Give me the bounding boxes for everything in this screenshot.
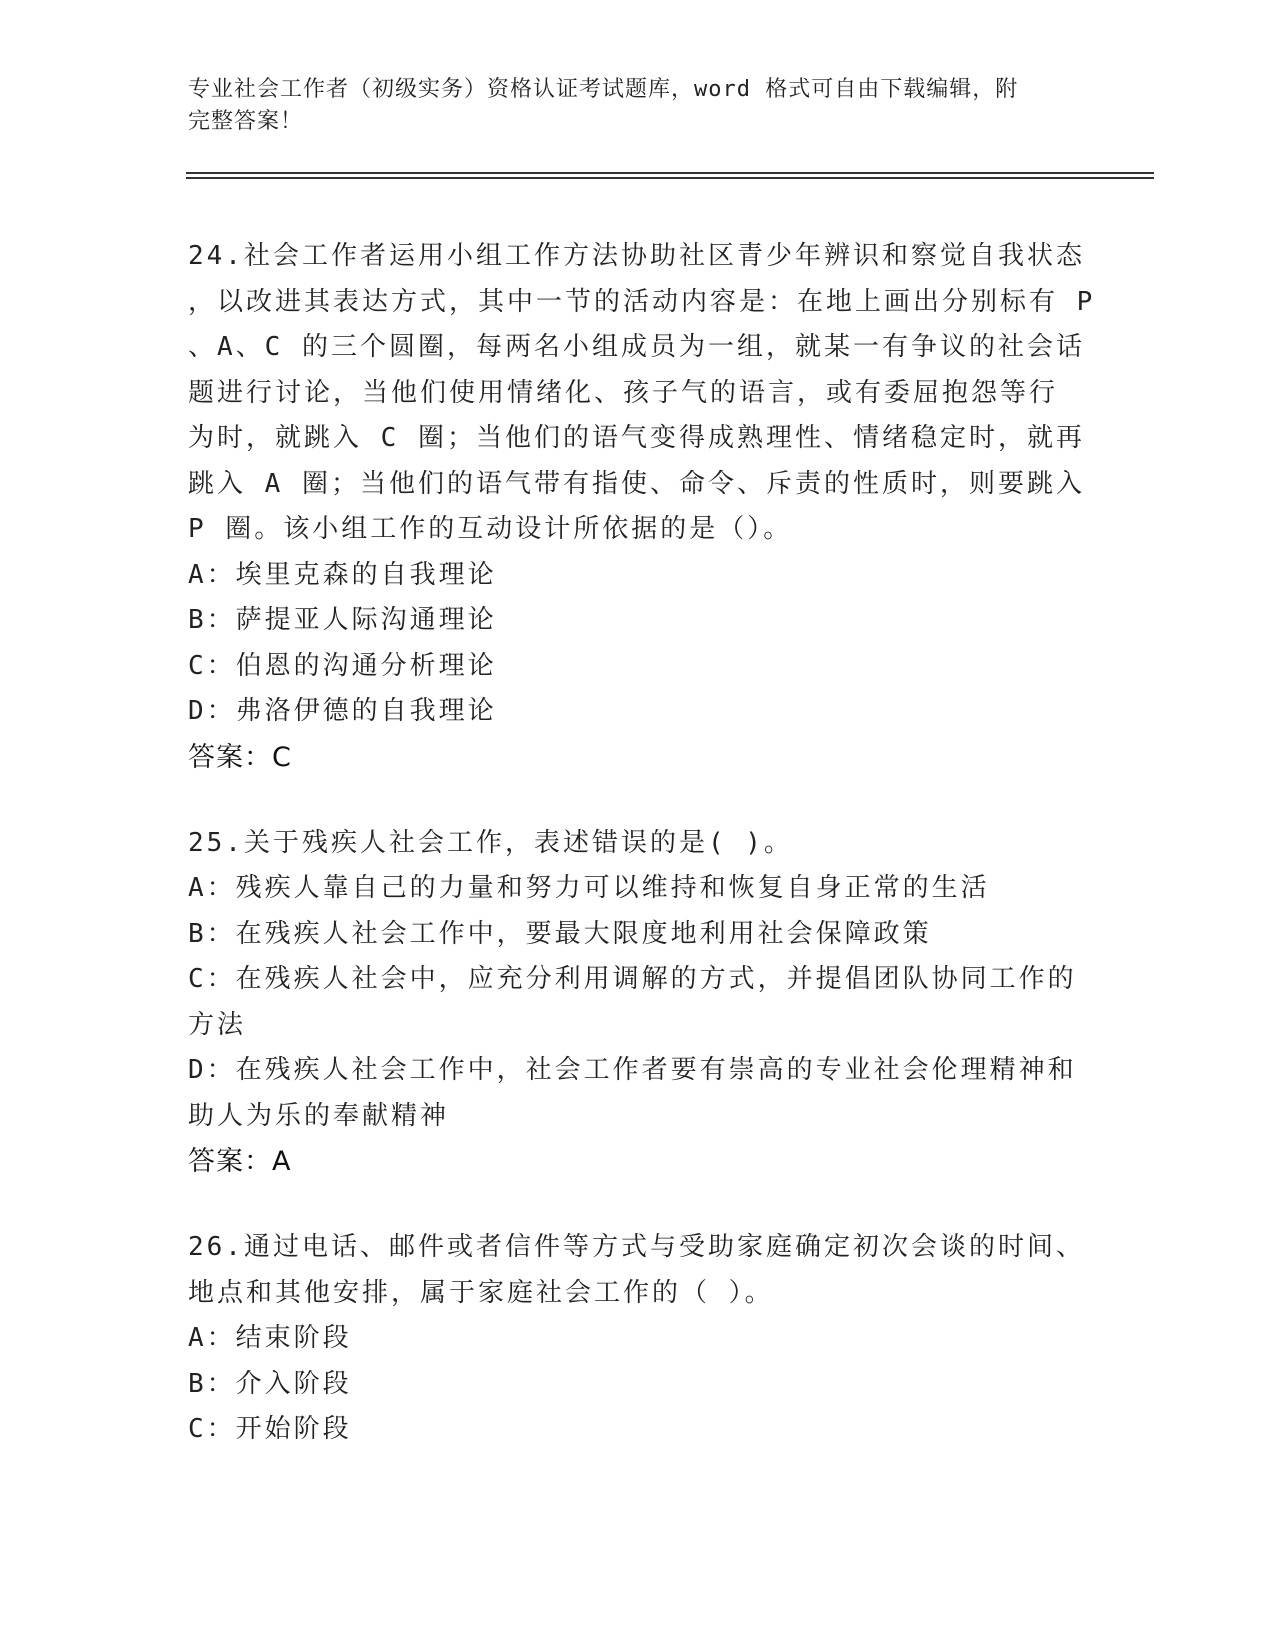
question-25 <box>188 821 1088 1185</box>
header-rule-bottom <box>186 177 1154 179</box>
question-stem-line: 为时，就跳入 C 圈；当他们的语气变得成熟理性、情绪稳定时，就再 <box>188 423 1085 453</box>
question-stem-line: 跳入 A 圈；当他们的语气带有指使、命令、斥责的性质时，则要跳入 <box>188 468 1085 499</box>
option-b: B：介入阶段 <box>188 1368 352 1399</box>
answer: 答案：C <box>188 741 292 773</box>
option-a: A：残疾人靠自己的力量和努力可以维持和恢复自身正常的生活 <box>188 873 990 903</box>
question-stem-line: 26.通过电话、邮件或者信件等方式与受助家庭确定初次会谈的时间、 <box>188 1232 1085 1262</box>
question-stem-line: 题进行讨论，当他们使用情绪化、孩子气的语言，或有委屈抱怨等行 <box>188 377 1059 408</box>
answer: 答案：A <box>188 1146 292 1177</box>
question-stem-line: P 圈。该小组工作的互动设计所依据的是（）。 <box>188 514 793 544</box>
question-list <box>188 234 1096 1494</box>
option-a: A：埃里克森的自我理论 <box>188 559 497 590</box>
option-d: D：在残疾人社会工作中，社会工作者要有崇高的专业社会伦理精神和 <box>188 1055 1077 1085</box>
option-b: B：在残疾人社会工作中，要最大限度地利用社会保障政策 <box>188 918 932 949</box>
header-rule-top <box>186 172 1154 174</box>
option-c-continued: 方法 <box>188 1009 247 1040</box>
question-stem-line: ，以改进其表达方式，其中一节的活动内容是：在地上画出分别标有 P <box>188 286 1096 317</box>
option-d: D：弗洛伊德的自我理论 <box>188 696 497 726</box>
document-header <box>188 74 1068 138</box>
question-26 <box>188 1225 1088 1453</box>
header-line: 完整答案！ <box>188 109 304 134</box>
question-stem-line: 25.关于残疾人社会工作，表述错误的是( )。 <box>188 827 793 858</box>
question-24 <box>188 234 1096 780</box>
header-line: 专业社会工作者（初级实务）资格认证考试题库，word 格式可自由下载编辑，附 <box>188 77 1019 102</box>
option-a: A：结束阶段 <box>188 1323 352 1353</box>
question-stem-line: 24.社会工作者运用小组工作方法协助社区青少年辨识和察觉自我状态 <box>188 241 1085 271</box>
question-stem-line: 、A、C 的三个圆圈，每两名小组成员为一组，就某一有争议的社会话 <box>188 332 1085 362</box>
option-c: C：在残疾人社会中，应充分利用调解的方式，并提倡团队协同工作的 <box>188 964 1077 994</box>
option-c: C：伯恩的沟通分析理论 <box>188 650 497 681</box>
option-c: C：开始阶段 <box>188 1414 352 1444</box>
option-b: B：萨提亚人际沟通理论 <box>188 605 497 635</box>
option-d-continued: 助人为乐的奉献精神 <box>188 1100 450 1131</box>
question-stem-line: 地点和其他安排，属于家庭社会工作的（ ）。 <box>188 1277 774 1308</box>
